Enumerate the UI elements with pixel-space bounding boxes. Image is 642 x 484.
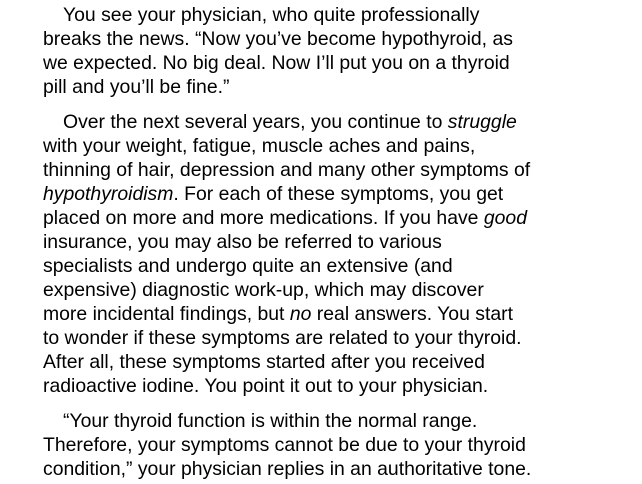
text-run: . For each of these symptoms, you get — [173, 183, 504, 205]
text-line — [43, 374, 635, 398]
text-run: After all, these symptoms started after you received — [43, 351, 485, 373]
text-run: expensive) diagnostic work-up, which may discover — [43, 279, 484, 301]
text-run: breaks the news. “Now you’ve become hypothyroid, as — [43, 28, 513, 50]
text-line — [43, 182, 635, 206]
text-line — [43, 3, 635, 27]
text-line — [43, 457, 635, 481]
text-run: insurance, you may also be referred to various — [43, 231, 442, 253]
text-line — [43, 230, 635, 254]
text-line — [43, 110, 635, 134]
text-run: we expected. No big deal. Now I’ll put you on a thyroid — [43, 52, 510, 74]
text-run: Over the next several years, you continue to — [63, 111, 448, 133]
paragraph — [43, 409, 635, 481]
text-run: thinning of hair, depression and many other symptoms of — [43, 159, 531, 181]
text-run: more incidental findings, but — [43, 303, 290, 325]
text-line — [43, 433, 635, 457]
text-line — [43, 27, 635, 51]
text-line — [43, 326, 635, 350]
text-line — [43, 206, 635, 230]
text-line — [43, 302, 635, 326]
text-run: Therefore, your symptoms cannot be due to your thyroid — [43, 434, 526, 456]
text-run: You see your physician, who quite professionally — [63, 4, 480, 26]
italic-text: no — [289, 303, 312, 325]
text-run: pill and you’ll be fine.” — [43, 76, 230, 98]
text-run: specialists and undergo quite an extensive (and — [43, 255, 453, 277]
text-line — [43, 75, 635, 99]
text-run: placed on more and more medications. If you have — [43, 207, 484, 229]
italic-text: hypothyroidism — [43, 183, 174, 205]
text-run: real answers. You start — [311, 303, 513, 325]
text-line — [43, 134, 635, 158]
italic-text: struggle — [447, 111, 517, 133]
text-run: condition,” your physician replies in an authoritative tone. — [43, 458, 532, 480]
text-line — [43, 350, 635, 374]
text-line — [43, 254, 635, 278]
text-run: to wonder if these symptoms are related to your thyroid. — [43, 327, 522, 349]
paragraph — [43, 3, 635, 99]
text-line — [43, 158, 635, 182]
text-run: “Your thyroid function is within the normal range. — [63, 410, 478, 432]
text-line — [43, 278, 635, 302]
text-line — [43, 409, 635, 433]
text-line — [43, 51, 635, 75]
italic-text: good — [483, 207, 527, 229]
text-run: radioactive iodine. You point it out to your physician. — [43, 375, 489, 397]
document-body — [43, 3, 635, 481]
paragraph — [43, 110, 635, 398]
text-run: with your weight, fatigue, muscle aches and pains, — [43, 135, 476, 157]
